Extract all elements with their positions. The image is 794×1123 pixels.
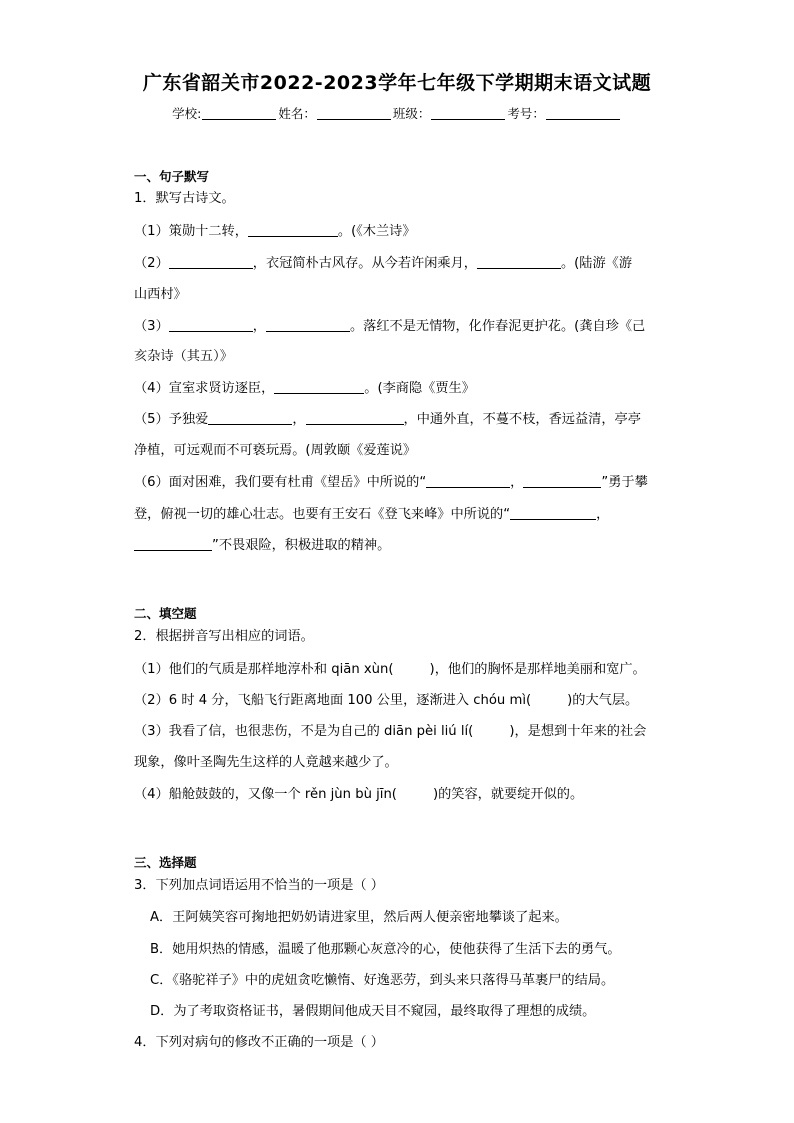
answer-blank[interactable] [208, 411, 292, 425]
text: （4）宣室求贤访逐臣， [134, 381, 275, 396]
school-blank[interactable] [202, 106, 276, 120]
text: 。落红不是无情物，化作春泥更护花。(龚自珍《己 [349, 319, 646, 334]
q1-line-3 [134, 318, 645, 336]
q1-line-6-cont2 [134, 537, 390, 555]
text: ”不畏艰险，积极进取的精神。 [212, 538, 391, 553]
answer-blank[interactable] [169, 318, 253, 332]
text: )，是想到十年来的社会 [509, 724, 647, 739]
q1-line-6 [134, 474, 648, 492]
q2-line-4 [134, 786, 583, 804]
class-blank[interactable] [431, 106, 505, 120]
text: 。(《木兰诗》 [337, 224, 416, 239]
text: （4）船舱鼓鼓的，又像一个 rěn jùn bù jīn( [134, 787, 397, 802]
text: 。(李商隐《贾生》 [364, 381, 475, 396]
answer-blank[interactable] [477, 255, 561, 269]
text: （2）6 时 4 分，飞船飞行距离地面 100 公里，逐渐进入 chóu mì( [134, 693, 532, 708]
q1-stem: 1．默写古诗文。 [134, 191, 235, 206]
text: ， [510, 475, 524, 490]
text: )的大气层。 [567, 693, 639, 708]
class-label: 班级： [392, 106, 431, 121]
name-blank[interactable] [317, 106, 391, 120]
text: （2） [134, 256, 169, 271]
text: （3） [134, 319, 169, 334]
q1-line-5-cont: 净植，可远观而不可亵玩焉。(周敦颐《爱莲说》 [134, 443, 417, 458]
q4-stem: 4．下列对病句的修改不正确的一项是（ ） [134, 1035, 384, 1050]
answer-blank[interactable] [266, 318, 350, 332]
q2-line-2 [134, 692, 638, 710]
answer-blank[interactable] [306, 411, 404, 425]
text: ， [596, 507, 610, 522]
q1-line-2-cont: 山西村》 [134, 287, 187, 302]
section-heading-1: 一、句子默写 [134, 169, 210, 184]
text: ，中通外直，不蔓不枝，香远益清，亭亭 [403, 412, 641, 427]
q2-stem: 2．根据拼音写出相应的词语。 [134, 629, 314, 644]
q2-line-3-cont: 现象，像叶圣陶先生这样的人竟越来越少了。 [134, 755, 398, 770]
section-heading-2: 二、填空题 [134, 606, 197, 621]
name-label: 姓名： [278, 106, 316, 121]
text: )，他们的胸怀是那样地美丽和宽广。 [429, 662, 646, 677]
q1-line-4 [134, 380, 475, 398]
q3-option-a[interactable]: A．王阿姨笑容可掬地把奶奶请进家里，然后两人便亲密地攀谈了起来。 [150, 910, 568, 925]
text: （6）面对困难，我们要有杜甫《望岳》中所说的“ [134, 475, 427, 490]
q2-line-1 [134, 661, 646, 679]
q3-option-c[interactable]: C．《骆驼祥子》中的虎妞贪吃懒惰、好逸恶劳，到头来只落得马革裹尸的结局。 [150, 973, 615, 988]
text: （5）予独爱 [134, 412, 209, 427]
q3-stem: 3．下列加点词语运用不恰当的一项是（ ） [134, 878, 384, 893]
q3-option-b[interactable]: B．她用炽热的情感，温暖了他那颗心灰意冷的心，使他获得了生活下去的勇气。 [150, 942, 621, 957]
text: ”勇于攀 [601, 475, 648, 490]
text: ， [252, 319, 266, 334]
q1-line-3-cont: 亥杂诗（其五）》 [134, 349, 233, 364]
q1-line-5 [134, 411, 641, 429]
q1-line-2 [134, 255, 632, 273]
student-info-line [0, 104, 794, 122]
answer-blank[interactable] [426, 474, 510, 488]
q3-option-d[interactable]: D．为了考取资格证书，暑假期间他成天目不窥园，最终取得了理想的成绩。 [150, 1004, 596, 1019]
text: ， [292, 412, 306, 427]
answer-blank[interactable] [510, 506, 596, 520]
answer-blank[interactable] [248, 223, 338, 237]
number-label: 考号： [507, 106, 545, 121]
answer-blank[interactable] [169, 255, 253, 269]
text: )的笑容，就要绽开似的。 [432, 787, 584, 802]
text: （1）他们的气质是那样地淳朴和 qiān xùn( [134, 662, 394, 677]
page-title: 广东省韶关市2022-2023学年七年级下学期期末语文试题 [142, 72, 652, 94]
answer-blank[interactable] [523, 474, 601, 488]
number-blank[interactable] [546, 106, 620, 120]
section-heading-3: 三、选择题 [134, 855, 197, 870]
school-label: 学校: [172, 106, 202, 121]
q2-line-3 [134, 723, 646, 741]
text: （3）我看了信，也很悲伤，不是为自己的 diān pèi liú lí( [134, 724, 474, 739]
text: 。(陆游《游 [560, 256, 633, 271]
q1-line-1 [134, 223, 416, 241]
text: ，衣冠简朴古风存。从今若许闲乘月， [252, 256, 477, 271]
answer-blank[interactable] [134, 537, 212, 551]
text: （1）策勋十二转， [134, 224, 248, 239]
text: 登，俯视一切的雄心壮志。也要有王安石《登飞来峰》中所说的“ [134, 507, 511, 522]
q1-line-6-cont [134, 506, 609, 524]
answer-blank[interactable] [274, 380, 364, 394]
